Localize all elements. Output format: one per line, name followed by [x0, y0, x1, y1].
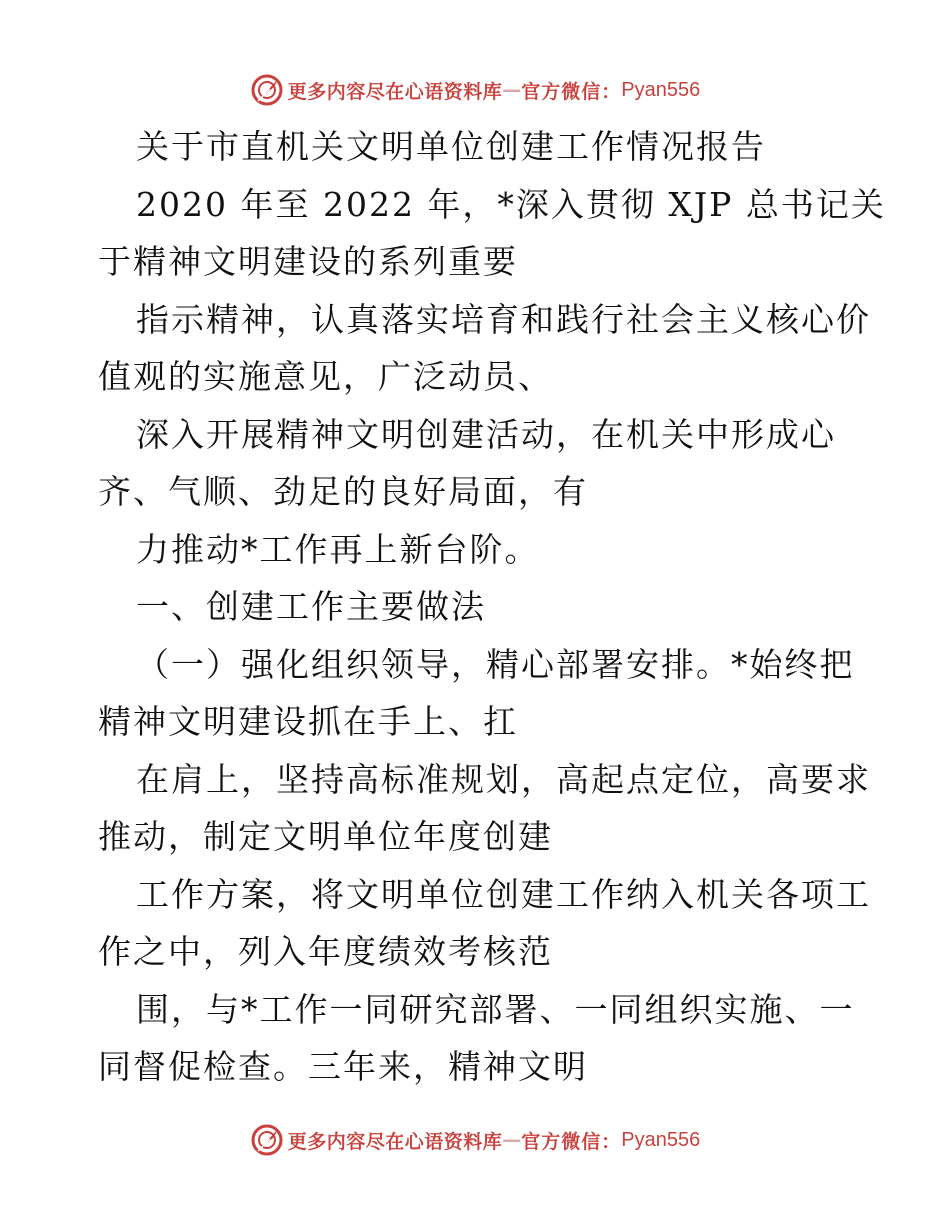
document-line: 关于市直机关文明单位创建工作情况报告 — [136, 127, 766, 166]
quill-logo-icon — [250, 1123, 284, 1157]
watermark-separator: — — [502, 79, 522, 101]
document-line: 推动，制定文明单位年度创建 — [98, 817, 553, 856]
watermark-wechat-id: Pyan556 — [621, 78, 701, 101]
document-line: 深入开展精神文明创建活动，在机关中形成心 — [136, 414, 836, 454]
watermark-label: 官方微信： — [521, 80, 622, 103]
watermark-label: 官方微信： — [521, 1130, 622, 1153]
document-line: 同督促检查。三年来，精神文明 — [98, 1047, 588, 1086]
document-line: 值观的实施意见，广泛动员、 — [98, 357, 553, 396]
document-line: 工作方案，将文明单位创建工作纳入机关各项工 — [136, 874, 871, 914]
quill-logo-icon — [250, 73, 284, 107]
document-line: 于精神文明建设的系列重要 — [98, 242, 518, 281]
document-line: （一）强化组织领导，精心部署安排。*始终把 — [136, 644, 855, 684]
document-body — [98, 118, 886, 1096]
header-watermark — [0, 70, 950, 110]
document-line: 在肩上，坚持高标准规划，高起点定位，高要求 — [136, 759, 871, 799]
watermark-site-text: 更多内容尽在心语资料库 — [287, 80, 503, 103]
document-line: 作之中，列入年度绩效考核范 — [98, 932, 553, 971]
footer-watermark — [0, 1120, 950, 1160]
document-line: 力推动*工作再上新台阶。 — [136, 529, 540, 569]
document-line: 2020 年至 2022 年，*深入贯彻 XJP 总书记关 — [136, 184, 886, 224]
document-line: 围，与*工作一同研究部署、一同组织实施、一 — [136, 989, 855, 1029]
watermark-site-text: 更多内容尽在心语资料库 — [287, 1130, 503, 1153]
document-line: 精神文明建设抓在手上、扛 — [98, 702, 518, 741]
watermark-wechat-id: Pyan556 — [621, 1128, 701, 1151]
watermark-separator: — — [502, 1129, 522, 1151]
document-line: 齐、气顺、劲足的良好局面，有 — [98, 472, 588, 511]
document-line: 指示精神，认真落实培育和践行社会主义核心价 — [136, 299, 871, 339]
document-line: 一、创建工作主要做法 — [136, 587, 486, 626]
